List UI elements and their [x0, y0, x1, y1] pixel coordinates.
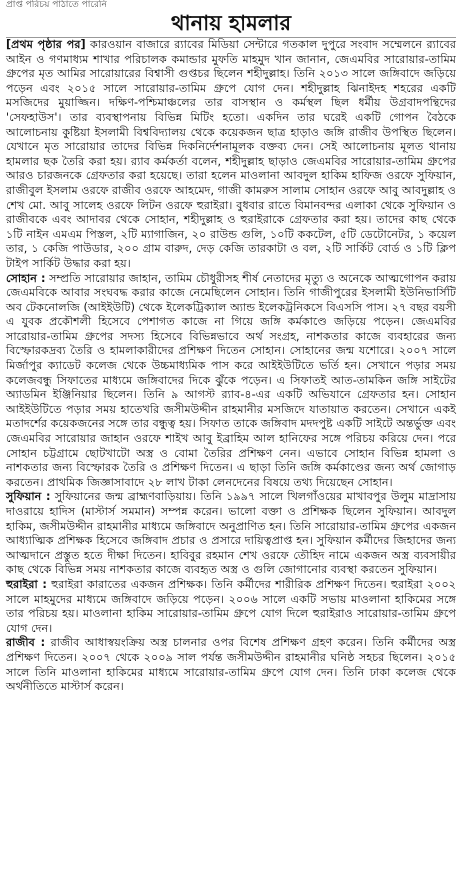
previous-column-fragment: প্রাপ্ত পরিচয় পাঠাতে পারেনি [6, 0, 107, 10]
paragraph-text: কারওয়ান বাজারে র‌্যাবের মিডিয়া সেন্টারে গতকাল দুপুরে সংবাদ সম্মেলনে র‌্যাবের আইন ও গণমাধ্যম শাখার পরিচালক কমান্ডার মুফতি মাহমুদ খান জানান, জেএমবির সারোয়ার-তামিম গ্রুপের মৃত আমির সারোয়ারের বিশ্বাসী গুপ্তচর ছিলেন শহীদুল্লাহ। তিনি ২০১৩ সালে জঙ্গিবাদে জড়িয়ে পড়েন এবং ২০১৫ সালে সারোয়ার-তামিম গ্রুপে যোগ দেন। শহীদুল্লাহ ঝিনাইদহ শহরের একটি মসজিদের মুয়াজ্জিন। দক্ষিণ-পশ্চিমাঞ্চলের তার বাসস্থান ও কর্মস্থল ছিল ধর্মীয় উগ্রবাদপন্থিদের 'সেফহাউস'। তার ব্যবস্থাপনায় বিভিন্ন মিটিং হতো। একদিন তার ঘরেই একটি গোপন বৈঠকে আলোচনায় কুষ্টিয়া ইসলামী বিশ্ববিদ্যালয় থেকে কয়েকজন ছাত্র হাড়াও জঙ্গি রাজীব উপস্থিত ছিলেন। যেখানে মৃত সারোয়ার তাদের বিভিন্ন দিকনির্দেশনামূলক বক্তব্য দেন। সেই আলোচনায় মূলত থানায় হামলার ছক তৈরি করা হয়। র‌্যাব কর্মকর্তা বলেন, শহীদুল্লাহ ছাড়াও জেএমবির সারোয়ার-তামিম গ্রুপের আরও চারজনকে গ্রেফতার করা হয়েছে। তারা হলেন মাওলানা আবদুল হাকিম হাফিজ ওরফে সুফিয়ান, রাজীবুল ইসলাম ওরফে রাজীব ওরফে আহমেদ, গাজী কামরুস সালাম সোহান ওরফে আবু আবদুল্লাহ ও শেখ মো. আবু সালেহ ওরফে লিটন ওরফে হুরাইরা। বুধবার রাতে বিমানবন্দর এলাকা থেকে সুফিয়ান ও রাজীবকে এবং আদাবর থেকে সোহান, শহীদুল্লাহ ও হুরাইরাকে গ্রেফতার করা হয়। তাদের কাছ থেকে ১টি নাইন এমএম পিস্তল, ২টি ম্যাগাজিন, ২০ রাউন্ড গুলি, ১০টি ককটেল, ৫টি ডেটোনেটর, ১ কয়েল তার, ১ কেজি পাউডার, ২০০ গ্রাম বারুদ, দেড় কেজি তারকাটা ও বল, ২টি সার্কিট বোর্ড ও ১টি ক্লিপ টাইপ সার্কিট উদ্ধার করা হয়। [6, 38, 456, 270]
paragraph-rajib [6, 636, 456, 694]
paragraph-intro [6, 38, 456, 272]
section-tag-sohan: সোহান : [6, 271, 46, 285]
paragraph-text: সম্প্রতি সারোয়ার জাহান, তামিম চৌধুরীসহ শীর্ষ নেতাদের মৃত্যু ও অনেকে আত্মগোপন করায় জেএমবিকে আবার সংঘবদ্ধ করার কাজে নেমেছিলেন সোহান। তিনি গাজীপুরের ইসলামী ইউনিভার্সিটি অব টেকনোলজি (আইইউটি) থেকে ইলেকট্রিক্যাল অ্যান্ড ইলেকট্রনিকসে বিএসসি পাস। ২৭ বছর বয়সী এ যুবক প্রকৌশলী হিসেবে পেশাগত কাজে না গিয়ে জঙ্গি কর্মকাণ্ডে জড়িয়ে পড়েন। জেএমবির সারোয়ার-তামিম গ্রুপের সদস্য হিসেবে বিভিন্নভাবে অর্থ সংগ্রহ, নাশকতার কাজে ব্যবহারের জন্য বিস্ফোরকদ্রব্য তৈরি ও হামলাকারীদের প্রশিক্ষণ দিতেন সোহান। সোহানের জন্ম যশোরে। ২০০৭ সালে মির্জাপুর ক্যাডেট কলেজ থেকে উচ্চমাধ্যমিক পাস করে আইইউটিতে ভর্তি হন। সেখানে পড়ার সময় কলেজবন্ধু সিফাতের মাধ্যমে জঙ্গিবাদের দিকে ঝুঁকে পড়েন। এ সিফাতই আত-তামকিন জঙ্গি সাইটের অ্যাডমিন ইঞ্জিনিয়ার ছিলেন। তিনি ৯ আগস্ট র‌্যাব-৪-এর একটি অভিযানে গ্রেফতার হন। সোহান আইইউটিতে পড়ার সময় হাতেখরি জসীমউদ্দীন রাহমানীর মসজিদে যাতায়াত করতেন। সেখানে একই মতাদর্শের কয়েকজনের সঙ্গে তার বন্ধুত্ব হয়। সিফাত তাকে জঙ্গিবাদ মদদপুষ্ট একটি সাইটে অন্তর্ভুক্ত এবং জেএমবির সারোয়ার জাহান ওরফে শাইখ আবু ইব্রাহিম আল হানিফের সঙ্গে পরিচয় করিয়ে দেন। পরে সোহান চট্টগ্রামে ছোটখাটো অস্ত্র ও বোমা তৈরির প্রশিক্ষণ নেন। এভাবে সোহান বিভিন্ন হামলা ও নাশকতার জন্য বিস্ফোরক তৈরি ও প্রশিক্ষণ দিতেন। এ ছাড়া তিনি জঙ্গি কর্মকাণ্ডের জন্য অর্থ জোগাড় করতেন। প্রাথমিক জিজ্ঞাসাবাদে ২৮ লাখ টাকা লেনদেনের বিষয়ে তথ্য দিয়েছেন সোহান। [6, 271, 456, 489]
paragraph-text: হুরাইরা কারাতের একজন প্রশিক্ষক। তিনি কর্মীদের শারীরিক প্রশিক্ষণ দিতেন। হুরাইরা ২০০২ সালে মাহমুদের মাধ্যমে জঙ্গিবাদে জড়িয়ে পড়েন। ২০০৬ সালে একটি সভায় মাওলানা হাকিমের সঙ্গে তার পরিচয় হয়। মাওলানা হাকিম সারোয়ার-তামিম গ্রুপে যোগ দিলে হুরাইরাও সারোয়ার-তামিম গ্রুপে যোগ দেন। [6, 577, 456, 635]
section-tag-huraira: হুরাইরা : [6, 577, 47, 591]
paragraph-text: সুফিয়ানের জন্ম ব্রাহ্মণবাড়িয়ায়। তিনি ১৯৯৭ সালে খিলগাঁওয়ের মাখাবপুর উলুম মাদ্রাসায় দাওরায়ে হাদিস (মাস্টার্স সমমান) সম্পন্ন করেন। ভালো বক্তা ও প্রশিক্ষক ছিলেন সুফিয়ান। আবদুল হাকিম, জসীমউদ্দীন রাহমানীর মাধ্যমে জঙ্গিবাদে অনুপ্রাণিত হন। তিনি সারোয়ার-তামিম গ্রুপের একজন আধ্যাত্মিক প্রশিক্ষক হিসেবে জঙ্গিবাদ প্রচার ও প্রসারে দায়িত্বপ্রাপ্ত হন। সুফিয়ান কর্মীদের জিহাদের জন্য আত্মদানে প্রস্তুত হতে দীক্ষা দিতেন। হাবিবুর রহমান শেখ ওরফে তৌহিদ নামে একজন অস্ত্র ব্যবসায়ীর কাছ থেকে বিভিন্ন সময় নাশকতার কাজে ব্যবহৃত অস্ত্র ও গুলি জোগানোর ব্যবস্থা করতেন সুফিয়ান। [6, 490, 456, 577]
continuation-tag: [প্রথম পৃষ্ঠার পর] [6, 38, 86, 51]
headline: থানায় হামলার [6, 10, 456, 38]
paragraph-sohan [6, 272, 456, 491]
section-tag-sufian: সুফিয়ান : [6, 490, 51, 504]
paragraph-sufian [6, 490, 456, 578]
paragraph-huraira [6, 578, 456, 636]
paragraph-text: রাজীব আধাস্বয়ংক্রিয় অস্ত্র চালনার ওপর বিশেষ প্রশিক্ষণ গ্রহণ করেন। তিনি কর্মীদের অস্ত্র প্রশিক্ষণ দিতেন। ২০০৭ থেকে ২০০৯ সাল পর্যন্ত জসীমউদ্দীন রাহমানীর ঘনিষ্ঠ সহচর ছিলেন। ২০১৫ সালে তিনি মাওলানা হাকিমের মাধ্যমে সারোয়ার-তামিম গ্রুপে যোগ দেন। তিনি ঢাকা কলেজ থেকে অর্থনীতিতে মাস্টার্স করেন। [6, 636, 456, 694]
section-tag-rajib: রাজীব : [6, 636, 46, 650]
